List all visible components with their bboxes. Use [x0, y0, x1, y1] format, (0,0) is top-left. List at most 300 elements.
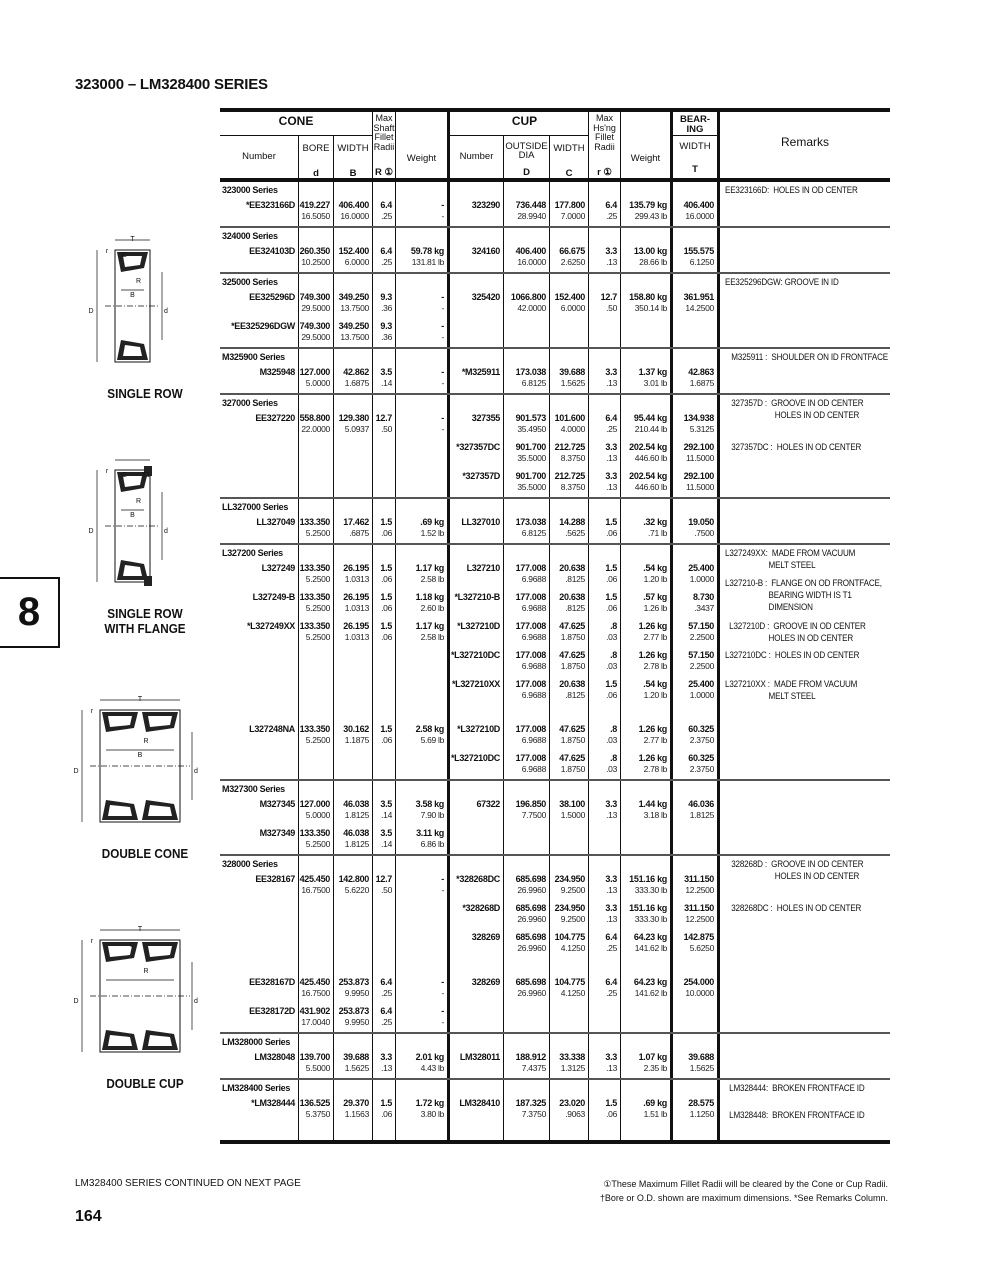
bearing-width-cell [670, 589, 717, 618]
cup-width-cell [549, 900, 588, 929]
bore-cell [298, 900, 333, 929]
bore-imperial: 29.5000 [301, 303, 330, 313]
shaft-fillet-cell [372, 468, 395, 497]
cup-width-imperial: 1.5000 [560, 810, 585, 820]
shaft-fillet-imperial: .25 [381, 257, 392, 267]
table-row [220, 439, 890, 468]
outside-dia-metric: 173.038 [515, 517, 546, 527]
shaft-fillet-imperial: .50 [381, 424, 392, 434]
housing-fillet-cell [588, 900, 620, 929]
outside-dia-metric: 736.448 [515, 200, 546, 210]
cone-width-metric: 17.462 [343, 517, 369, 527]
remarks-cell [717, 439, 890, 468]
outside-dia-cell [503, 349, 549, 364]
cone-width-metric: 29.370 [343, 1098, 369, 1108]
bearing-width-metric: 361.951 [683, 292, 714, 302]
bore-imperial: 5.5000 [305, 1063, 330, 1073]
cone-width-metric: 26.195 [343, 621, 369, 631]
shaft-fillet-cell [372, 958, 395, 974]
shaft-fillet-cell [372, 871, 395, 900]
cup-width-imperial: 1.8750 [560, 735, 585, 745]
outside-dia-metric: 177.008 [515, 650, 546, 660]
housing-fillet-cell [588, 750, 620, 779]
bearing-diagram [70, 922, 220, 1091]
cup-weight-cell [620, 900, 670, 929]
housing-fillet-cell [588, 958, 620, 974]
cup-number: *M325911 [461, 367, 500, 377]
bearing-width-metric: 254.000 [683, 977, 714, 987]
housing-fillet-cell [588, 197, 620, 226]
bearing-width-cell [670, 274, 717, 289]
outside-dia-cell [503, 705, 549, 721]
outside-dia-cell [503, 929, 549, 958]
remark-text: LM328444: BROKEN FRONTFACE ID [725, 1083, 865, 1094]
dimension-letter: B [130, 512, 135, 519]
cone-width-cell [333, 1124, 372, 1140]
housing-fillet-header: Max Hs'ng Fillet Radii [593, 113, 616, 152]
cup-number-cell [447, 750, 503, 779]
cone-weight-cell [395, 750, 447, 779]
cup-width-cell [549, 721, 588, 750]
cone-width-imperial: 9.9950 [344, 988, 369, 998]
fillet-footnote: ①These Maximum Fillet Radii will be cleared by the Cone or Cup Radii. [603, 1179, 888, 1189]
outside-dia-cell [503, 721, 549, 750]
od-symbol: D [523, 167, 530, 178]
shaft-fillet-metric: 1.5 [380, 724, 392, 734]
remark-text: 327357DC : HOLES IN OD CENTER [725, 442, 862, 453]
diagram-label: DOUBLE CONE [101, 846, 189, 861]
cone-width-metric: 142.800 [338, 874, 369, 884]
cone-number-cell [220, 618, 298, 647]
series-label-row [220, 228, 890, 243]
cone-width-imperial: 1.6875 [344, 378, 369, 388]
outside-dia-cell [503, 364, 549, 393]
cone-weight-cell [395, 781, 447, 796]
bearing-width-imperial: 10.0000 [685, 988, 714, 998]
shaft-fillet-cell [372, 228, 395, 243]
housing-fillet-cell [588, 676, 620, 705]
footnotes [600, 1177, 888, 1205]
dimension-letter: T1 [141, 472, 151, 479]
cup-number-cell [447, 1034, 503, 1049]
dimension-letter: D [73, 768, 79, 775]
cone-weight-cell [395, 1034, 447, 1049]
cone-width-cell [333, 705, 372, 721]
housing-fillet-symbol: r ① [597, 167, 612, 178]
series-label: 328000 Series [222, 859, 278, 869]
shaft-fillet-metric: 1.5 [380, 563, 392, 573]
dimension-letter: C [121, 472, 128, 479]
cone-width-cell [333, 825, 372, 854]
cone-width-cell [333, 545, 372, 560]
shaft-fillet-imperial: .25 [381, 1017, 392, 1027]
outside-dia-metric: 406.400 [515, 246, 546, 256]
outside-dia-cell [503, 410, 549, 439]
remark-text: L327210-B : FLANGE ON OD FRONTFACE, BEARING WIDTH IS T1 DIMENSION [725, 578, 882, 613]
cone-weight-cell [395, 705, 447, 721]
outside-dia-imperial: 7.4375 [521, 1063, 546, 1073]
outside-dia-cell [503, 676, 549, 705]
cup-weight-cell [620, 1080, 670, 1095]
housing-fillet-metric: 1.5 [605, 592, 617, 602]
cone-width-cell [333, 647, 372, 676]
cup-width-cell [549, 1095, 588, 1124]
dimension-letter: r [105, 468, 109, 475]
cup-width-imperial: 1.8750 [560, 661, 585, 671]
cone-number: L327249-B [252, 592, 295, 602]
outside-dia-imperial: 6.9688 [521, 661, 546, 671]
cone-weight-imperial: 3.80 lb [420, 1109, 444, 1119]
bearing-width-cell [670, 647, 717, 676]
cone-weight-metric: - [441, 977, 444, 987]
cone-width-imperial: 1.8125 [344, 810, 369, 820]
shaft-fillet-cell [372, 647, 395, 676]
bore-cell [298, 618, 333, 647]
cone-number: *EE323166D [245, 200, 295, 210]
cup-number-cell [447, 871, 503, 900]
table-row [220, 1003, 890, 1032]
cup-weight-metric: .57 kg [643, 592, 667, 602]
cup-width-metric: 20.638 [559, 592, 585, 602]
cup-number: *L327210D [457, 621, 500, 631]
cup-weight-metric: 151.16 kg [629, 874, 667, 884]
bore-imperial: 5.2500 [305, 574, 330, 584]
cone-width-imperial: 1.0313 [344, 603, 369, 613]
outside-dia-metric: 177.008 [515, 724, 546, 734]
cone-number-cell [220, 560, 298, 589]
cup-number-cell [447, 1095, 503, 1124]
cup-weight-imperial: 333.30 lb [634, 914, 667, 924]
table-row [220, 468, 890, 497]
cup-number-cell [447, 274, 503, 289]
remarks-cell [717, 1003, 890, 1032]
outside-dia-metric: 685.698 [515, 874, 546, 884]
series-group [220, 395, 890, 499]
cup-width-metric: 14.288 [559, 517, 585, 527]
shaft-fillet-cell [372, 499, 395, 514]
dimension-letter: T [130, 236, 135, 243]
remark-text: LM328448: BROKEN FRONTFACE ID [729, 1110, 865, 1121]
outside-dia-cell [503, 514, 549, 543]
cone-weight-cell [395, 618, 447, 647]
cup-weight-imperial: 2.78 lb [643, 661, 667, 671]
cone-weight-metric: - [441, 292, 444, 302]
shaft-fillet-cell [372, 1124, 395, 1140]
shaft-fillet-cell [372, 560, 395, 589]
cup-weight-cell [620, 289, 670, 318]
housing-fillet-imperial: .03 [606, 661, 617, 671]
cup-width-metric: 20.638 [559, 679, 585, 689]
remarks-cell [717, 1034, 890, 1049]
bearing-width-metric: 292.100 [683, 471, 714, 481]
cup-weight-imperial: 446.60 lb [634, 482, 667, 492]
housing-fillet-imperial: .13 [606, 885, 617, 895]
cup-weight-cell [620, 750, 670, 779]
housing-fillet-imperial: .03 [606, 632, 617, 642]
housing-fillet-cell [588, 647, 620, 676]
bearing-width-cell [670, 974, 717, 1003]
shaft-fillet-symbol: R ① [374, 167, 394, 178]
bore-cell [298, 781, 333, 796]
housing-fillet-imperial: .25 [606, 988, 617, 998]
cup-weight-metric: .54 kg [643, 563, 667, 573]
remarks-header: Remarks [780, 135, 829, 149]
table-row [220, 318, 890, 347]
cone-weight-cell [395, 1080, 447, 1095]
cup-number-cell [447, 781, 503, 796]
series-group [220, 1034, 890, 1080]
cup-number: *327357D [462, 471, 500, 481]
bearing-width-cell [670, 197, 717, 226]
cup-number: 327355 [471, 413, 500, 423]
outside-dia-metric: 901.573 [515, 413, 546, 423]
outside-dia-cell [503, 228, 549, 243]
bearing-width-metric: 42.863 [688, 367, 714, 377]
bore-imperial: 17.0040 [301, 1017, 330, 1027]
bore-imperial: 5.2500 [305, 603, 330, 613]
cup-weight-cell [620, 1124, 670, 1140]
bearing-width-cell [670, 721, 717, 750]
cone-weight-cell [395, 589, 447, 618]
cup-width-metric: 23.020 [559, 1098, 585, 1108]
cup-weight-cell [620, 796, 670, 825]
outside-dia-cell [503, 647, 549, 676]
series-label-row [220, 274, 890, 289]
outside-dia-cell [503, 1049, 549, 1078]
outside-dia-imperial: 6.9688 [521, 735, 546, 745]
cup-weight-cell [620, 182, 670, 197]
cup-weight-cell [620, 1034, 670, 1049]
cone-weight-cell [395, 721, 447, 750]
bearing-width-cell [670, 560, 717, 589]
dimension-letter: R [135, 278, 142, 285]
bearing-header: BEAR- ING [679, 114, 711, 135]
cone-weight-cell [395, 900, 447, 929]
cup-width-cell [549, 589, 588, 618]
shaft-fillet-cell [372, 974, 395, 1003]
housing-fillet-cell [588, 182, 620, 197]
remarks-cell [717, 349, 890, 364]
cup-number-cell [447, 468, 503, 497]
cone-number: M325948 [259, 367, 295, 377]
outside-dia-cell [503, 318, 549, 347]
cup-width-metric: 212.725 [554, 442, 585, 452]
bearing-width-metric: 57.150 [688, 621, 714, 631]
cup-weight-metric: 1.37 kg [638, 367, 667, 377]
cup-number-cell [447, 364, 503, 393]
bore-metric: 431.902 [299, 1006, 330, 1016]
cone-width-imperial: 1.5625 [344, 1063, 369, 1073]
bore-imperial: 5.2500 [305, 839, 330, 849]
shaft-fillet-cell [372, 289, 395, 318]
cup-width-metric: 39.688 [559, 367, 585, 377]
cone-weight-cell [395, 499, 447, 514]
cup-weight-cell [620, 721, 670, 750]
housing-fillet-metric: .8 [610, 724, 617, 734]
cone-number-cell [220, 364, 298, 393]
cone-width-cell [333, 499, 372, 514]
bearing-diagram [70, 232, 220, 401]
bearing-width-cell [670, 1080, 717, 1095]
cone-weight-cell [395, 796, 447, 825]
cone-width-cell [333, 958, 372, 974]
cup-weight-metric: 1.26 kg [638, 650, 667, 660]
cup-weight-cell [620, 647, 670, 676]
remarks-cell [717, 545, 890, 571]
bearing-width-cell [670, 318, 717, 347]
cone-number-cell [220, 900, 298, 929]
cup-width-cell [549, 395, 588, 410]
remarks-cell [717, 676, 890, 705]
dimension-letter: d [194, 998, 198, 1005]
cup-number: 325420 [471, 292, 500, 302]
cup-weight-cell [620, 439, 670, 468]
cone-width-cell [333, 468, 372, 497]
bore-cell [298, 647, 333, 676]
cup-weight-metric: .69 kg [643, 1098, 667, 1108]
cup-weight-imperial: 2.78 lb [643, 764, 667, 774]
shaft-fillet-cell [372, 439, 395, 468]
remarks-cell [717, 871, 890, 900]
housing-fillet-metric: .8 [610, 753, 617, 763]
housing-fillet-imperial: .13 [606, 810, 617, 820]
shaft-fillet-cell [372, 825, 395, 854]
cup-width-cell [549, 274, 588, 289]
outside-dia-metric: 177.008 [515, 621, 546, 631]
outside-dia-metric: 1066.800 [510, 292, 546, 302]
cup-weight-metric: 1.26 kg [638, 621, 667, 631]
cone-width-cell [333, 395, 372, 410]
shaft-fillet-header: Max Shaft Fillet Radii [373, 113, 395, 152]
bearing-width-metric: 28.575 [688, 1098, 714, 1108]
dimension-letter: C [121, 252, 128, 259]
cone-weight-metric: 3.58 kg [415, 799, 444, 809]
cup-number-cell [447, 721, 503, 750]
cone-weight-cell [395, 274, 447, 289]
cone-weight-imperial: - [441, 1017, 444, 1027]
cup-weight-cell [620, 974, 670, 1003]
housing-fillet-cell [588, 618, 620, 647]
remark-text: 328268D : GROOVE IN OD CENTER HOLES IN OD CENTER [731, 859, 864, 882]
cup-number: *L327210XX [451, 679, 500, 689]
bearing-width-cell [670, 545, 717, 560]
table-row [220, 618, 890, 647]
remarks-cell [717, 781, 890, 796]
cup-number: *L327210D [457, 724, 500, 734]
cone-number-cell [220, 676, 298, 705]
bore-imperial: 5.2500 [305, 735, 330, 745]
remarks-cell [717, 856, 890, 882]
series-group [220, 349, 890, 395]
bore-cell [298, 958, 333, 974]
cup-number: LM328410 [459, 1098, 500, 1108]
table-row [220, 647, 890, 676]
page-number: 164 [75, 1208, 102, 1225]
housing-fillet-metric: 3.3 [605, 874, 617, 884]
cup-weight-cell [620, 468, 670, 497]
housing-fillet-cell [588, 468, 620, 497]
bearing-width-imperial: 1.1250 [689, 1109, 714, 1119]
cone-number: L327248NA [249, 724, 295, 734]
remarks-cell [717, 647, 890, 676]
housing-fillet-imperial: .25 [606, 211, 617, 221]
bearing-width-metric: 134.938 [683, 413, 714, 423]
cone-number-cell [220, 929, 298, 958]
housing-fillet-cell [588, 856, 620, 871]
housing-fillet-metric: 3.3 [605, 442, 617, 452]
cup-weight-metric: 1.44 kg [638, 799, 667, 809]
bearing-cross-section-icon [70, 692, 210, 842]
cup-weight-metric: .32 kg [643, 517, 667, 527]
bore-metric: 425.450 [299, 874, 330, 884]
cone-weight-cell [395, 197, 447, 226]
housing-fillet-metric: 6.4 [605, 932, 617, 942]
cone-number-cell [220, 1095, 298, 1124]
shaft-fillet-imperial: .06 [381, 528, 392, 538]
cup-weight-cell [620, 958, 670, 974]
cone-weight-metric: 2.01 kg [415, 1052, 444, 1062]
cup-number: L327210 [466, 563, 500, 573]
outside-dia-cell [503, 796, 549, 825]
cone-width-imperial: 1.8125 [344, 839, 369, 849]
outside-dia-imperial: 7.3750 [521, 1109, 546, 1119]
housing-fillet-cell [588, 1034, 620, 1049]
housing-fillet-imperial: .25 [606, 943, 617, 953]
bore-cell [298, 589, 333, 618]
series-group [220, 274, 890, 349]
remarks-cell [717, 974, 890, 1003]
housing-fillet-metric: .8 [610, 621, 617, 631]
cup-weight-cell [620, 781, 670, 796]
shaft-fillet-imperial: .36 [381, 332, 392, 342]
cone-title: CONE [278, 114, 314, 128]
table-body [220, 182, 890, 1144]
cup-width-cell [549, 228, 588, 243]
cone-number-cell [220, 958, 298, 974]
housing-fillet-cell [588, 274, 620, 289]
bore-cell [298, 395, 333, 410]
bearing-width-imperial: 5.6250 [689, 943, 714, 953]
series-label-row [220, 182, 890, 197]
outside-dia-cell [503, 1003, 549, 1032]
cone-weight-metric: 3.11 kg [416, 828, 444, 838]
table-row [220, 750, 890, 779]
cone-weight-metric: 59.78 kg [410, 246, 444, 256]
cup-width-metric: 20.638 [559, 563, 585, 573]
bore-metric: 136.525 [299, 1098, 330, 1108]
housing-fillet-metric: 6.4 [605, 200, 617, 210]
housing-fillet-cell [588, 825, 620, 854]
bearing-width-metric: 46.036 [688, 799, 714, 809]
shaft-fillet-cell [372, 395, 395, 410]
cone-width-cell [333, 243, 372, 272]
bore-imperial: 5.0000 [305, 378, 330, 388]
cone-width-metric: 253.873 [338, 977, 369, 987]
shaft-fillet-cell [372, 182, 395, 197]
shaft-fillet-metric: 1.5 [380, 1098, 392, 1108]
shaft-fillet-imperial: .06 [381, 735, 392, 745]
outside-dia-cell [503, 289, 549, 318]
cup-weight-cell [620, 560, 670, 589]
bore-cell [298, 1049, 333, 1078]
bore-cell [298, 182, 333, 197]
cone-weight-cell [395, 1095, 447, 1124]
cup-width-imperial: .8125 [565, 603, 585, 613]
dimension-letter: R [135, 498, 142, 505]
bore-cell [298, 1034, 333, 1049]
cup-width-cell [549, 410, 588, 439]
cup-width-cell [549, 1034, 588, 1049]
